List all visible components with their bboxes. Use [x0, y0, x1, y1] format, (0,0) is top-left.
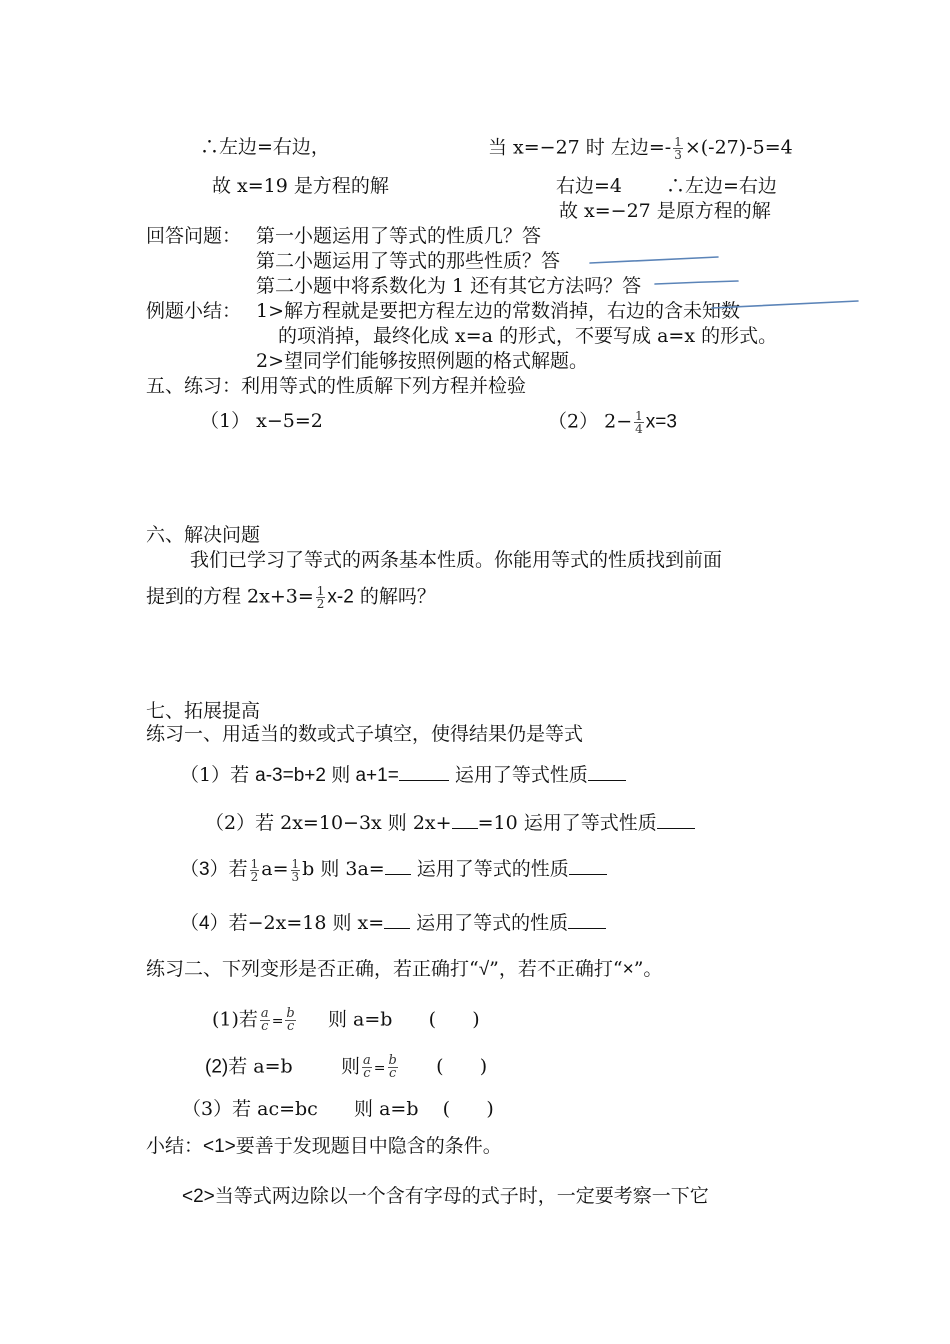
fraction-b-over-c: $\frac{b}{c}$	[286, 1006, 295, 1034]
summary-point-2: 2>望同学们能够按照例题的格式解题。	[256, 350, 589, 372]
check-line-1: 当 x=−27 时 左边=- $\frac{1}{3}$ ×(-27)-5=4	[488, 135, 793, 162]
judge-item-2: (2)若 a=b 则 $\frac{a}{c}$ = $\frac{b}{c}$ ( )	[205, 1053, 488, 1081]
section-7-title: 七、拓展提高	[146, 700, 261, 722]
fill-item-2: （2）若 2x=10−3x 则 2x+ =10 运用了等式性质	[205, 810, 695, 834]
fill-item-4: （4）若−2x=18 则 x= 运用了等式的性质	[180, 910, 606, 935]
question-1: 第一小题运用了等式的性质几？答	[256, 225, 542, 247]
exercise-2: （2） 2− $\frac{1}{4}$ x=3	[548, 409, 677, 436]
exercise-1: （1） x−5=2	[200, 410, 323, 432]
answer-label: 回答问题：	[146, 225, 242, 247]
summary-point-1-continued: 的项消掉，最终化成 x=a 的形式，不要写成 a=x 的形式。	[278, 325, 778, 347]
solution-line-1: 故 x=19 是方程的解	[212, 175, 389, 197]
summary-label: 例题小结：	[146, 300, 242, 322]
check-line-2: 右边=4 ∴左边=右边	[556, 175, 777, 197]
question-3: 第二小题中将系数化为 1 还有其它方法吗？答	[256, 275, 642, 297]
question-2: 第二小题运用了等式的那些性质？答	[256, 250, 561, 272]
fraction-one-quarter: $\frac{1}{4}$	[635, 409, 643, 436]
fraction-a-over-c: $\frac{a}{c}$	[260, 1006, 269, 1034]
exercise-set-1-title: 练习一、用适当的数或式子填空，使得结果仍是等式	[146, 723, 584, 745]
conclusion-point-1: 小结：<1>要善于发现题目中隐含的条件。	[146, 1135, 502, 1157]
summary-point-1: 1>解方程就是要把方程左边的常数消掉，右边的含未知数	[256, 300, 741, 322]
section-5-title: 五、练习：利用等式的性质解下列方程并检验	[146, 375, 527, 397]
section-6-title: 六、解决问题	[146, 524, 261, 546]
fraction-one-half: $\frac{1}{2}$	[250, 856, 259, 884]
judge-item-1: (1)若 $\frac{a}{c}$ = $\frac{b}{c}$ 则 a=b ( )	[212, 1006, 480, 1034]
fill-item-1: （1）若 a-3=b+2 则 a+1= 运用了等式性质	[180, 762, 626, 787]
cross-mark-symbol: ×	[622, 959, 634, 980]
section-6-paragraph-line-1: 我们已学习了等式的两条基本性质。你能用等式的性质找到前面	[190, 549, 723, 571]
section-6-paragraph-line-2: 提到的方程 2x+3= $\frac{1}{2}$ x-2 的解吗？	[146, 584, 436, 611]
fraction-b-over-c: $\frac{b}{c}$	[388, 1053, 397, 1081]
fraction-one-third: $\frac{1}{3}$	[291, 856, 300, 884]
pen-stroke	[590, 257, 718, 263]
fill-item-3: （3）若 $\frac{1}{2}$ a= $\frac{1}{3}$ b 则 3a= 运用了等式的性质	[180, 856, 607, 883]
check-line-3: 故 x=−27 是原方程的解	[559, 200, 771, 222]
fraction-one-half: $\frac{1}{2}$	[316, 584, 325, 611]
fraction-a-over-c: $\frac{a}{c}$	[363, 1053, 371, 1081]
conclusion-line-1: ∴左边=右边，	[200, 136, 330, 158]
pen-stroke	[712, 301, 858, 308]
judge-item-3: （3）若 ac=bc 则 a=b ( )	[182, 1098, 494, 1120]
pen-stroke	[655, 281, 738, 284]
check-mark-symbol: √	[478, 959, 490, 980]
conclusion-point-2: <2>当等式两边除以一个含有字母的式子时，一定要考察一下它	[182, 1185, 709, 1207]
exercise-set-2-title: 练习二、下列变形是否正确，若正确打“√”，若不正确打“×”。	[146, 958, 663, 980]
fraction-one-third: $\frac{1}{3}$	[674, 135, 682, 162]
